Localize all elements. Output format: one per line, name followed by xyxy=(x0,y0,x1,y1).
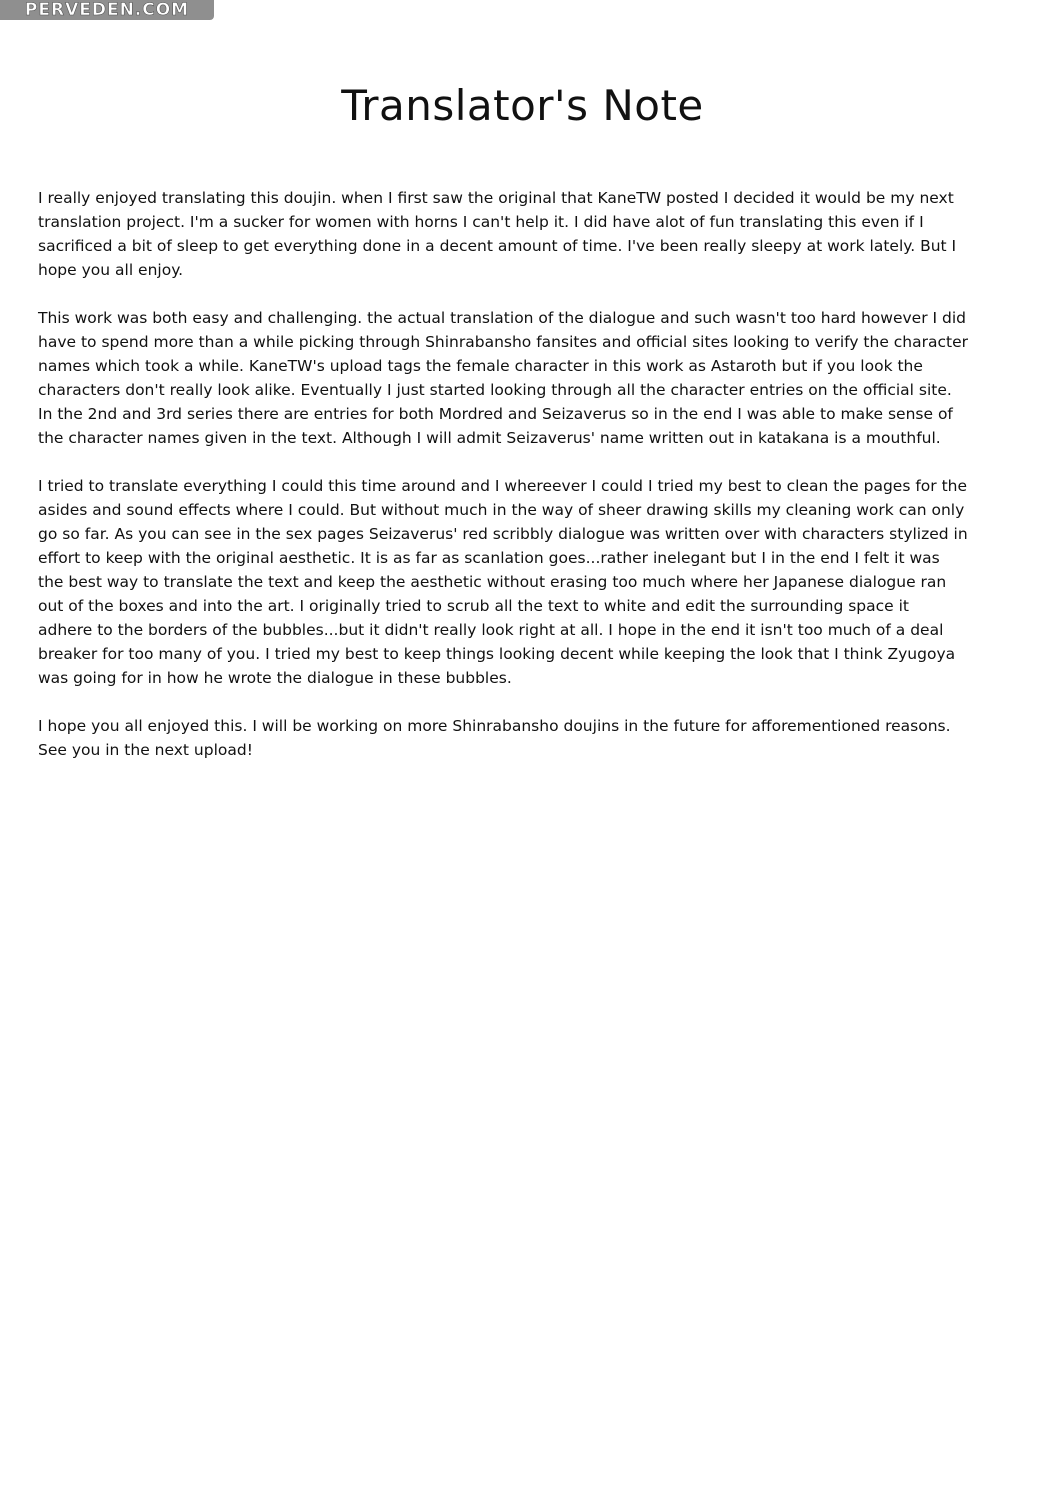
paragraph-4: I hope you all enjoyed this. I will be working on more Shinrabansho doujins in the future for afforementioned reasons. See you in the next upload! xyxy=(38,717,951,759)
paragraph-3: I tried to translate everything I could this time around and I whereever I could I tried my best to clean the pages for the asides and sound effects where I could. But without much in the way of sheer drawing skills my cleaning work can only go so far. As you can see in the sex pages Seizaverus' red scribbly dialogue was written over with characters stylized in effort to keep with the original aesthetic. It is as far as scanlation goes...rather inelegant but I in the end I felt it was the best way to translate the text and keep the aesthetic without erasing too much where her Japanese dialogue ran out of the boxes and into the art. I originally tried to scrub all the text to white and edit the surrounding space it adhere to the borders of the bubbles...but it didn't really look right at all. I hope in the end it isn't too much of a deal breaker for too many of you. I tried my best to keep things looking decent while keeping the look that I think Zyugoya was going for in how he wrote the dialogue in these bubbles. xyxy=(38,477,968,687)
site-watermark: PERVEDEN.COM xyxy=(0,0,214,20)
paragraph-1: I really enjoyed translating this doujin. when I first saw the original that KaneTW posted I decided it would be my next translation project. I'm a sucker for women with horns I can't help it. I did have alot of fun translating this even if I sacrificed a bit of sleep to get everything done in a decent amount of time. I've been really sleepy at work lately. But I hope you all enjoy. xyxy=(38,189,957,279)
page-title: Translator's Note xyxy=(341,81,704,130)
paragraph-2: This work was both easy and challenging. the actual translation of the dialogue and such wasn't too hard however I did have to spend more than a while picking through Shinrabansho fansites and official sites looking to verify the character names which took a while. KaneTW's upload tags the female character in this work as Astaroth but if you look the characters don't really look alike. Eventually I just started looking through all the character entries on the official site. In the 2nd and 3rd series there are entries for both Mordred and Seizaverus so in the end I was able to make sense of the character names given in the text. Although I will admit Seizaverus' name written out in katakana is a mouthful. xyxy=(38,309,968,447)
note-body xyxy=(38,186,968,786)
